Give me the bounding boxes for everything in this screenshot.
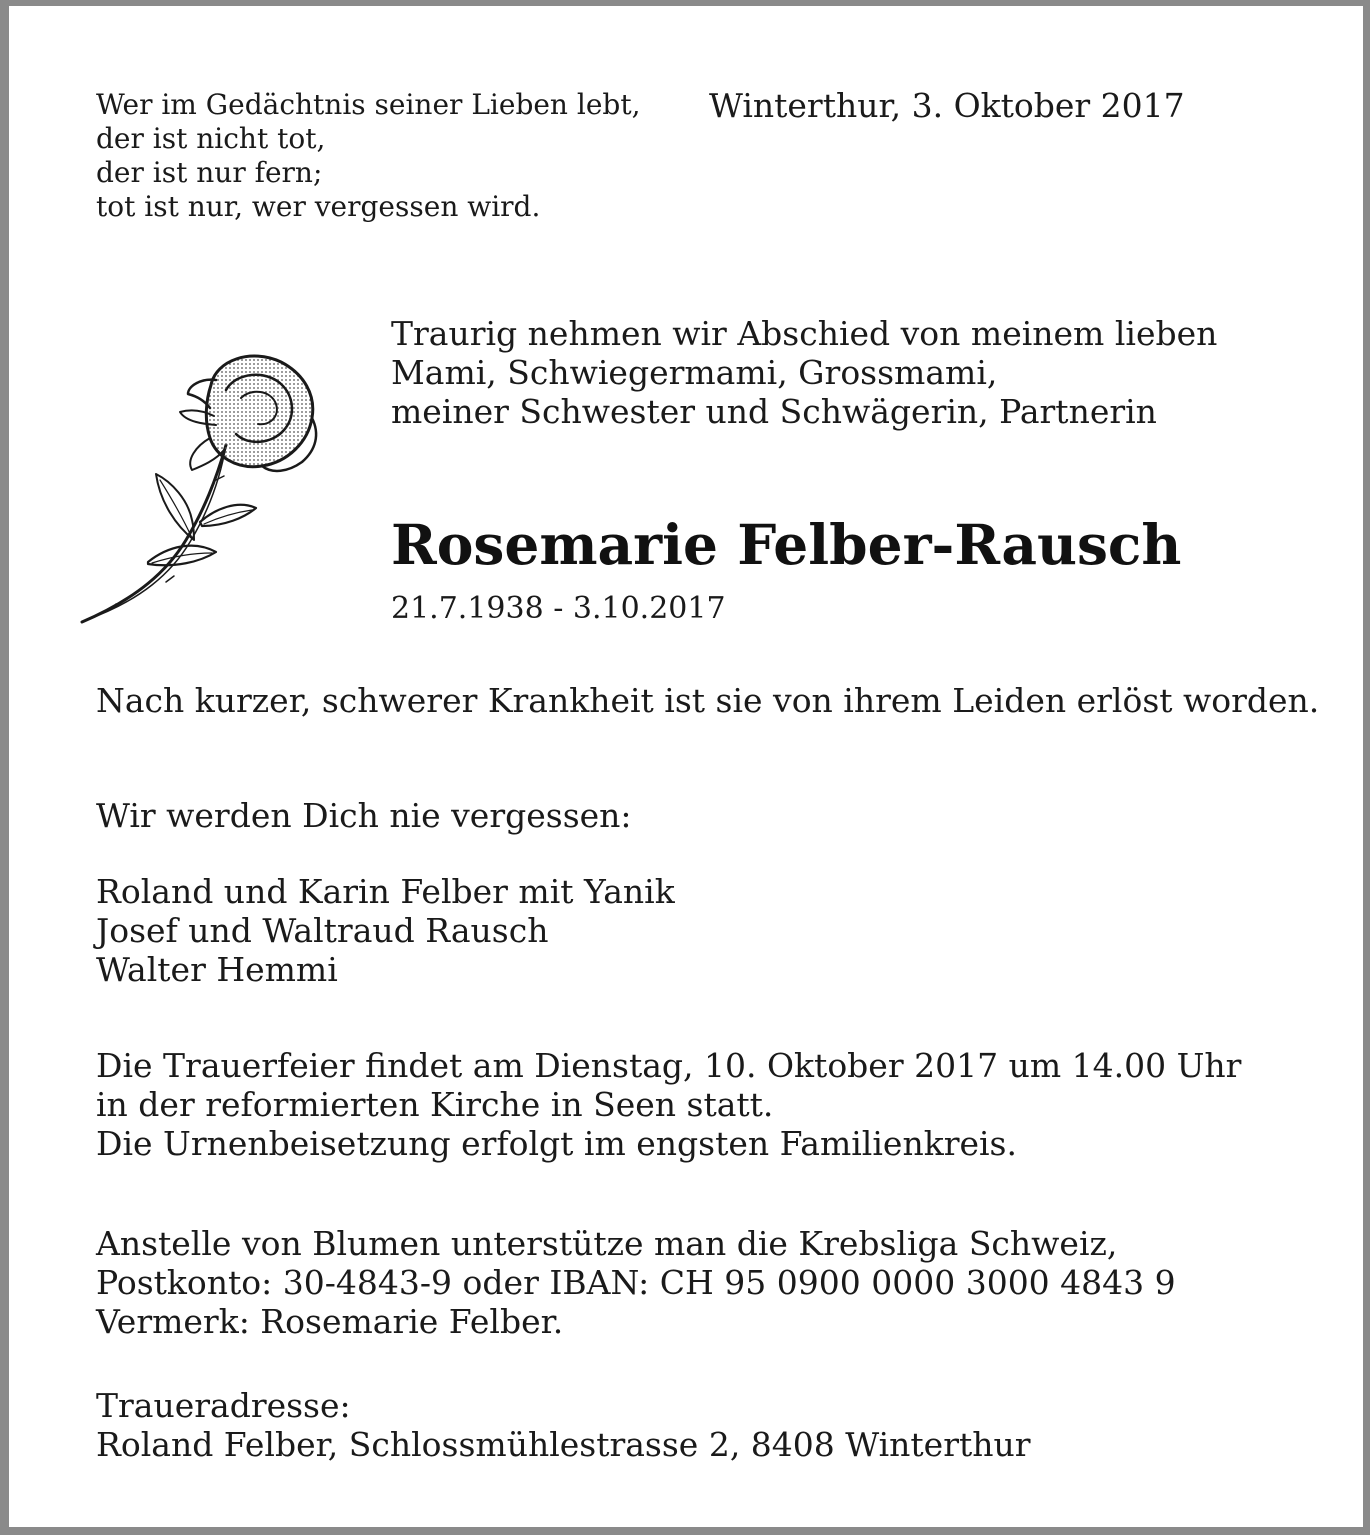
- ceremony-line: in der reformierten Kirche in Seen statt.: [96, 1085, 774, 1124]
- intro-line: Mami, Schwiegermami, Grossmami,: [391, 353, 998, 392]
- ceremony-line: Die Trauerfeier findet am Dienstag, 10. Oktober 2017 um 14.00 Uhr: [96, 1046, 1242, 1085]
- ceremony-info: [96, 1046, 1241, 1163]
- life-dates: 21.7.1938 - 3.10.2017: [391, 591, 726, 626]
- address-label: Traueradresse:: [96, 1386, 351, 1425]
- mourner-name: Roland und Karin Felber mit Yanik: [96, 872, 675, 911]
- address-value: Roland Felber, Schlossmühlestrasse 2, 8408 Winterthur: [96, 1425, 1031, 1464]
- poem-line: Wer im Gedächtnis seiner Lieben lebt,: [96, 88, 641, 121]
- mourners-heading: Wir werden Dich nie vergessen:: [96, 796, 632, 835]
- intro-line: meiner Schwester und Schwägerin, Partnerin: [391, 392, 1157, 431]
- donation-line: Postkonto: 30-4843-9 oder IBAN: CH 95 0900 0000 3000 4843 9: [96, 1263, 1176, 1302]
- memorial-poem: [96, 88, 640, 224]
- intro-line: Traurig nehmen wir Abschied von meinem lieben: [391, 314, 1218, 353]
- illness-note: Nach kurzer, schwerer Krankheit ist sie von ihrem Leiden erlöst worden.: [96, 681, 1320, 720]
- donation-info: [96, 1224, 1176, 1341]
- poem-line: tot ist nur, wer vergessen wird.: [96, 190, 541, 223]
- mourning-address: [96, 1386, 1031, 1464]
- ceremony-line: Die Urnenbeisetzung erfolgt im engsten Familienkreis.: [96, 1124, 1017, 1163]
- mourners-list: [96, 872, 675, 989]
- rose-illustration: [76, 350, 326, 630]
- poem-line: der ist nur fern;: [96, 156, 323, 189]
- donation-line: Anstelle von Blumen unterstütze man die Krebsliga Schweiz,: [96, 1224, 1118, 1263]
- farewell-intro: [391, 314, 1217, 431]
- donation-line: Vermerk: Rosemarie Felber.: [96, 1302, 564, 1341]
- deceased-name: Rosemarie Felber-Rausch: [391, 512, 1182, 577]
- place-and-date: Winterthur, 3. Oktober 2017: [709, 86, 1185, 125]
- mourner-name: Josef und Waltraud Rausch: [96, 911, 549, 950]
- mourner-name: Walter Hemmi: [96, 950, 338, 989]
- poem-line: der ist nicht tot,: [96, 122, 326, 155]
